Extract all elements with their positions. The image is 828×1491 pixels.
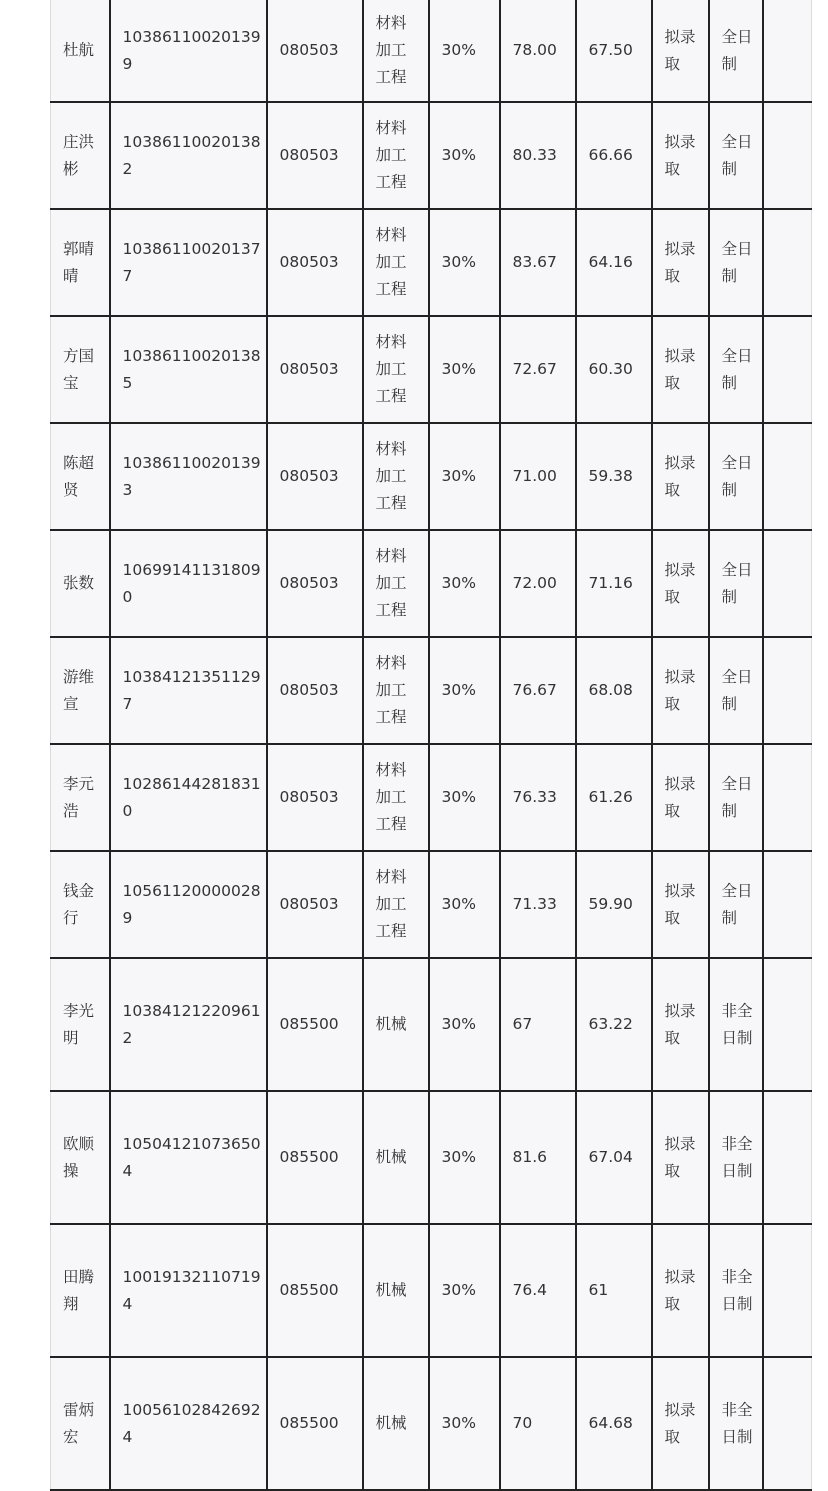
- table-row: [51, 316, 812, 423]
- admission-status-cell: 拟录取: [652, 423, 709, 530]
- major-code-cell: 080503: [267, 102, 363, 209]
- remark-cell: [763, 316, 812, 423]
- retest-score-cell: 71.33: [500, 851, 576, 958]
- weight-ratio-cell: 30%: [429, 423, 500, 530]
- candidate-name-cell: 李光明: [51, 958, 110, 1091]
- weight-ratio-cell: 30%: [429, 209, 500, 316]
- major-code-cell: 085500: [267, 1357, 363, 1490]
- remark-cell: [763, 423, 812, 530]
- weight-ratio-cell: 30%: [429, 316, 500, 423]
- exam-id-cell: 103861100201377: [110, 209, 267, 316]
- weight-ratio-cell: 30%: [429, 1091, 500, 1224]
- admission-status-cell: 拟录取: [652, 1357, 709, 1490]
- total-score-cell: 61: [576, 1224, 652, 1357]
- admission-status-cell: 拟录取: [652, 0, 709, 102]
- total-score-cell: 64.68: [576, 1357, 652, 1490]
- admission-status-cell: 拟录取: [652, 1091, 709, 1224]
- major-code-cell: 080503: [267, 423, 363, 530]
- admission-status-cell: 拟录取: [652, 209, 709, 316]
- candidate-name-cell: 欧顺操: [51, 1091, 110, 1224]
- major-code-cell: 085500: [267, 1224, 363, 1357]
- table-row: [51, 744, 812, 851]
- major-name-cell: 机械: [363, 1091, 429, 1224]
- total-score-cell: 68.08: [576, 637, 652, 744]
- study-mode-cell: 非全日制: [709, 1091, 763, 1224]
- total-score-cell: 66.66: [576, 102, 652, 209]
- exam-id-cell: 106991411318090: [110, 530, 267, 637]
- table-row: [51, 530, 812, 637]
- study-mode-cell: 全日制: [709, 316, 763, 423]
- retest-score-cell: 81.6: [500, 1091, 576, 1224]
- weight-ratio-cell: 30%: [429, 958, 500, 1091]
- candidate-name-cell: 田腾翔: [51, 1224, 110, 1357]
- exam-id-cell: 103861100201399: [110, 0, 267, 102]
- retest-score-cell: 72.67: [500, 316, 576, 423]
- exam-id-cell: 103841212209612: [110, 958, 267, 1091]
- admission-status-cell: 拟录取: [652, 637, 709, 744]
- major-name-cell: 材料加工工程: [363, 423, 429, 530]
- weight-ratio-cell: 30%: [429, 102, 500, 209]
- remark-cell: [763, 637, 812, 744]
- major-name-cell: 材料加工工程: [363, 530, 429, 637]
- table-row: [51, 209, 812, 316]
- exam-id-cell: 103861100201385: [110, 316, 267, 423]
- retest-score-cell: 76.4: [500, 1224, 576, 1357]
- major-name-cell: 材料加工工程: [363, 851, 429, 958]
- retest-score-cell: 71.00: [500, 423, 576, 530]
- total-score-cell: 63.22: [576, 958, 652, 1091]
- major-name-cell: 材料加工工程: [363, 0, 429, 102]
- exam-id-cell: 100561028426924: [110, 1357, 267, 1490]
- retest-score-cell: 76.67: [500, 637, 576, 744]
- major-name-cell: 材料加工工程: [363, 637, 429, 744]
- total-score-cell: 59.90: [576, 851, 652, 958]
- weight-ratio-cell: 30%: [429, 851, 500, 958]
- exam-id-cell: 105041210736504: [110, 1091, 267, 1224]
- candidate-name-cell: 杜航: [51, 0, 110, 102]
- remark-cell: [763, 1091, 812, 1224]
- total-score-cell: 64.16: [576, 209, 652, 316]
- table-row: [51, 851, 812, 958]
- study-mode-cell: 全日制: [709, 0, 763, 102]
- table-row: [51, 102, 812, 209]
- major-code-cell: 080503: [267, 316, 363, 423]
- remark-cell: [763, 0, 812, 102]
- total-score-cell: 67.50: [576, 0, 652, 102]
- total-score-cell: 71.16: [576, 530, 652, 637]
- candidate-name-cell: 张数: [51, 530, 110, 637]
- admission-status-cell: 拟录取: [652, 102, 709, 209]
- major-code-cell: 080503: [267, 530, 363, 637]
- candidate-name-cell: 郭晴晴: [51, 209, 110, 316]
- candidate-name-cell: 方国宝: [51, 316, 110, 423]
- remark-cell: [763, 851, 812, 958]
- candidate-name-cell: 钱金行: [51, 851, 110, 958]
- retest-score-cell: 72.00: [500, 530, 576, 637]
- retest-score-cell: 67: [500, 958, 576, 1091]
- remark-cell: [763, 1224, 812, 1357]
- weight-ratio-cell: 30%: [429, 1224, 500, 1357]
- exam-id-cell: 105611200000289: [110, 851, 267, 958]
- major-code-cell: 080503: [267, 637, 363, 744]
- candidate-name-cell: 陈超贤: [51, 423, 110, 530]
- candidate-name-cell: 雷炳宏: [51, 1357, 110, 1490]
- table-row: [51, 1091, 812, 1224]
- exam-id-cell: 102861442818310: [110, 744, 267, 851]
- total-score-cell: 60.30: [576, 316, 652, 423]
- retest-score-cell: 78.00: [500, 0, 576, 102]
- retest-score-cell: 70: [500, 1357, 576, 1490]
- weight-ratio-cell: 30%: [429, 744, 500, 851]
- study-mode-cell: 全日制: [709, 530, 763, 637]
- major-code-cell: 085500: [267, 958, 363, 1091]
- major-code-cell: 080503: [267, 851, 363, 958]
- weight-ratio-cell: 30%: [429, 0, 500, 102]
- study-mode-cell: 非全日制: [709, 958, 763, 1091]
- table-row: [51, 958, 812, 1091]
- candidate-name-cell: 李元浩: [51, 744, 110, 851]
- retest-score-cell: 83.67: [500, 209, 576, 316]
- study-mode-cell: 全日制: [709, 209, 763, 316]
- remark-cell: [763, 102, 812, 209]
- study-mode-cell: 非全日制: [709, 1224, 763, 1357]
- major-name-cell: 材料加工工程: [363, 102, 429, 209]
- table-row: [51, 637, 812, 744]
- remark-cell: [763, 1357, 812, 1490]
- study-mode-cell: 非全日制: [709, 1357, 763, 1490]
- admission-status-cell: 拟录取: [652, 530, 709, 637]
- admission-table: [50, 0, 812, 1491]
- candidate-name-cell: 游维宣: [51, 637, 110, 744]
- exam-id-cell: 103861100201382: [110, 102, 267, 209]
- weight-ratio-cell: 30%: [429, 530, 500, 637]
- remark-cell: [763, 530, 812, 637]
- total-score-cell: 67.04: [576, 1091, 652, 1224]
- retest-score-cell: 76.33: [500, 744, 576, 851]
- admission-status-cell: 拟录取: [652, 744, 709, 851]
- major-name-cell: 材料加工工程: [363, 209, 429, 316]
- major-code-cell: 080503: [267, 744, 363, 851]
- admission-status-cell: 拟录取: [652, 316, 709, 423]
- remark-cell: [763, 958, 812, 1091]
- exam-id-cell: 100191321107194: [110, 1224, 267, 1357]
- major-name-cell: 材料加工工程: [363, 744, 429, 851]
- weight-ratio-cell: 30%: [429, 1357, 500, 1490]
- major-name-cell: 机械: [363, 1224, 429, 1357]
- major-code-cell: 085500: [267, 1091, 363, 1224]
- retest-score-cell: 80.33: [500, 102, 576, 209]
- major-name-cell: 机械: [363, 958, 429, 1091]
- table-body: [51, 0, 812, 1490]
- weight-ratio-cell: 30%: [429, 637, 500, 744]
- total-score-cell: 61.26: [576, 744, 652, 851]
- remark-cell: [763, 209, 812, 316]
- study-mode-cell: 全日制: [709, 423, 763, 530]
- table-row: [51, 1224, 812, 1357]
- major-code-cell: 080503: [267, 209, 363, 316]
- table-row: [51, 1357, 812, 1490]
- major-name-cell: 机械: [363, 1357, 429, 1490]
- admission-status-cell: 拟录取: [652, 1224, 709, 1357]
- total-score-cell: 59.38: [576, 423, 652, 530]
- study-mode-cell: 全日制: [709, 744, 763, 851]
- study-mode-cell: 全日制: [709, 102, 763, 209]
- exam-id-cell: 103841213511297: [110, 637, 267, 744]
- candidate-name-cell: 庄洪彬: [51, 102, 110, 209]
- table-row: [51, 423, 812, 530]
- study-mode-cell: 全日制: [709, 637, 763, 744]
- table-row: [51, 0, 812, 102]
- exam-id-cell: 103861100201393: [110, 423, 267, 530]
- major-code-cell: 080503: [267, 0, 363, 102]
- remark-cell: [763, 744, 812, 851]
- study-mode-cell: 全日制: [709, 851, 763, 958]
- admission-status-cell: 拟录取: [652, 851, 709, 958]
- admission-status-cell: 拟录取: [652, 958, 709, 1091]
- major-name-cell: 材料加工工程: [363, 316, 429, 423]
